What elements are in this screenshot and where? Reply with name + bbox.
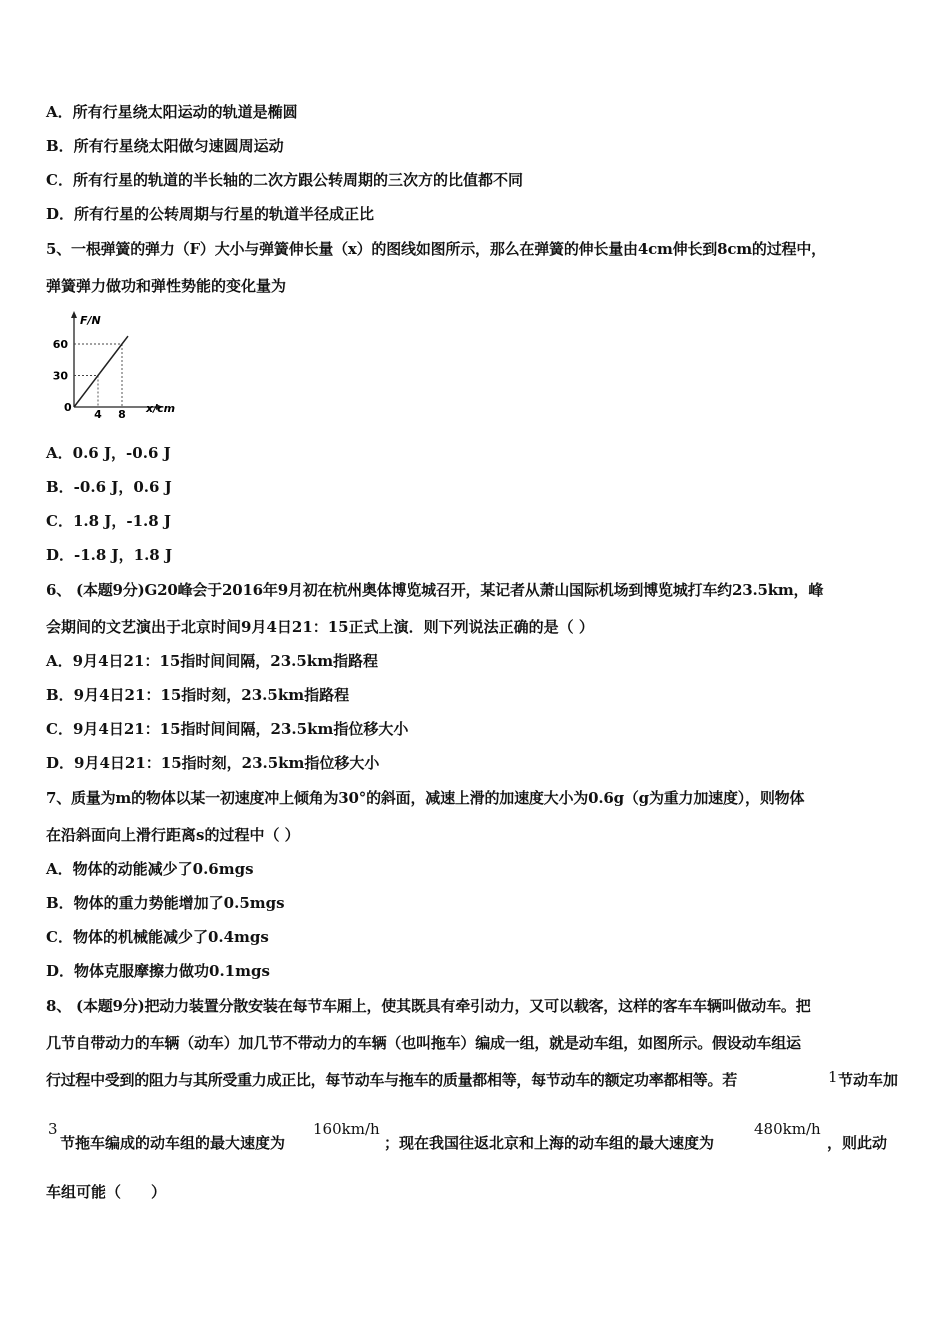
- q7-option-d: D．物体克服摩擦力做功0.1mgs: [46, 962, 270, 980]
- q5-stem-line2: 弹簧弹力做功和弹性势能的变化量为: [46, 277, 287, 295]
- q4-option-b: B．所有行星绕太阳做匀速圆周运动: [46, 137, 284, 155]
- q6-option-a: A．9月4日21：15指时间间隔，23.5km指路程: [46, 652, 379, 670]
- q6-stem-line1: 6、 (本题9分)G20峰会于2016年9月初在杭州奥体博览城召开，某记者从萧山国际机场到博览城打车约23.5km，峰: [46, 581, 824, 599]
- q8-stem-line5: 车组可能（ ）: [46, 1183, 167, 1201]
- x-tick-4: 4: [94, 408, 102, 420]
- force-extension-chart: [44, 308, 184, 420]
- q4-option-d: D．所有行星的公转周期与行星的轨道半径成正比: [46, 205, 375, 223]
- q6-option-d: D．9月4日21：15指时刻，23.5km指位移大小: [46, 754, 380, 772]
- q6-option-c: C．9月4日21：15指时间间隔，23.5km指位移大小: [46, 720, 409, 738]
- q8-stem-line1: 8、 (本题9分)把动力装置分散安装在每节车厢上，使其既具有牵引动力，又可以载客，这样的客车车辆叫做动车。把: [46, 997, 811, 1015]
- q5-option-c: C．1.8 J，-1.8 J: [46, 512, 171, 530]
- q4-option-a: A．所有行星绕太阳运动的轨道是椭圆: [46, 103, 298, 121]
- q8-stem-line3: 行过程中受到的阻力与其所受重力成正比，每节动车与拖车的质量都相等，每节动车的额定功率都相等。若: [46, 1071, 737, 1089]
- q5-stem-line1: 5、一根弹簧的弹力（F）大小与弹簧伸长量（x）的图线如图所示，那么在弹簧的伸长量由4cm伸长到8cm的过程中，: [46, 240, 826, 258]
- q6-stem-line2: 会期间的文艺演出于北京时间9月4日21：15正式上演．则下列说法正确的是（ ）: [46, 618, 594, 636]
- q7-option-c: C．物体的机械能减少了0.4mgs: [46, 928, 269, 946]
- x-label: x/cm: [146, 402, 176, 415]
- q4-option-c: C．所有行星的轨道的半长轴的二次方跟公转周期的三次方的比值都不同: [46, 171, 523, 189]
- q8-stem-line4-c: ，则此动: [827, 1134, 888, 1152]
- y-tick-30: 30: [52, 369, 68, 383]
- q7-stem-line2: 在沿斜面向上滑行距离s的过程中（ ）: [46, 826, 300, 844]
- origin-label: 0: [64, 401, 72, 414]
- x-tick-8: 8: [118, 408, 126, 420]
- q7-stem-line1: 7、质量为m的物体以某一初速度冲上倾角为30°的斜面，减速上滑的加速度大小为0.6g（g为重力加速度），则物体: [46, 789, 805, 807]
- q5-option-d: D．-1.8 J，1.8 J: [46, 546, 173, 564]
- q6-option-b: B．9月4日21：15指时刻，23.5km指路程: [46, 686, 350, 704]
- y-axis-arrow: [71, 311, 77, 318]
- q5-option-a: A．0.6 J，-0.6 J: [46, 444, 171, 462]
- series-line: [74, 336, 128, 407]
- q8-stem-line4-b: ；现在我国往返北京和上海的动车组的最大速度为: [384, 1134, 715, 1152]
- q8-stem-line4-a: 节拖车编成的动车组的最大速度为: [60, 1134, 286, 1152]
- q8-stem-line3-tail: 节动车加: [838, 1071, 899, 1089]
- q8-math-160: 160km/h: [313, 1120, 380, 1138]
- y-tick-60: 60: [52, 338, 68, 351]
- q7-option-a: A．物体的动能减少了0.6mgs: [46, 860, 254, 878]
- q8-math-1: 1: [828, 1068, 838, 1086]
- q8-math-3: 3: [48, 1120, 58, 1138]
- q5-option-b: B．-0.6 J，0.6 J: [46, 478, 172, 496]
- y-label: F/N: [80, 314, 101, 327]
- q8-math-480: 480km/h: [754, 1120, 821, 1138]
- q8-stem-line2: 几节自带动力的车辆（动车）加几节不带动力的车辆（也叫拖车）编成一组，就是动车组，如图所示。假设动车组运: [46, 1034, 801, 1052]
- q7-option-b: B．物体的重力势能增加了0.5mgs: [46, 894, 285, 912]
